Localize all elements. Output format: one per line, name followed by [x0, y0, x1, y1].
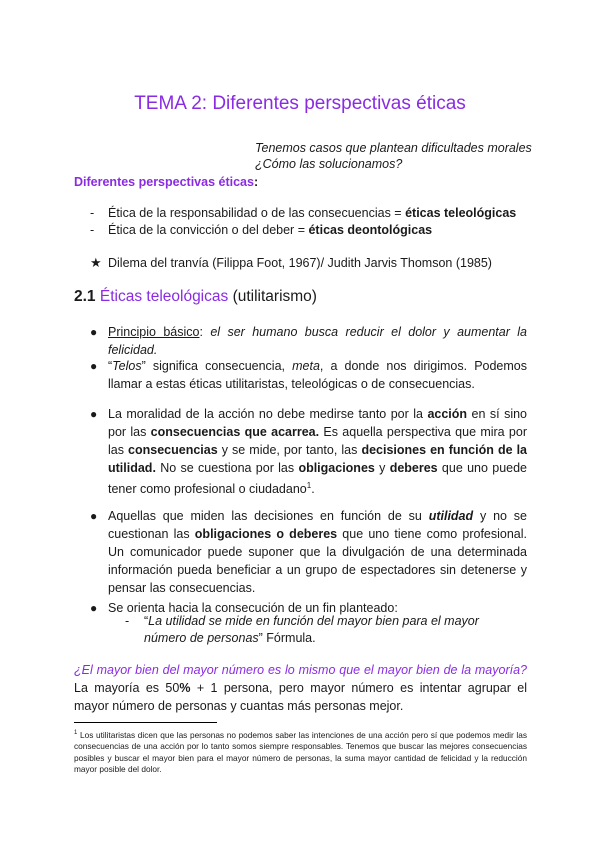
section-label-colon: :	[253, 175, 259, 189]
telos-text-1: ” significa consecuencia,	[141, 359, 293, 373]
morality-text: en sí sino por las	[108, 407, 527, 439]
epigraph-line-2: ¿Cómo las solucionamos?	[255, 157, 403, 171]
utility-word: utilidad	[428, 509, 474, 523]
morality-text: que uno puede tener como profesional o ciudadano	[108, 461, 527, 497]
formula-quote-open: “	[144, 614, 149, 628]
epigraph-line-1: Tenemos casos que plantean dificultades morales	[255, 141, 532, 155]
morality-bold: obligaciones	[298, 461, 375, 475]
formula-text	[144, 613, 505, 647]
perspective-bold: éticas teleológicas	[405, 206, 517, 220]
section-paren: (utilitarismo)	[232, 288, 317, 305]
formula-italic: La utilidad se mide en función del mayor bien para el mayor número de personas	[144, 614, 479, 645]
morality-bold: decisiones en función de la utilidad.	[108, 443, 528, 475]
utility-text: Aquellas que miden las decisiones en función de su	[108, 509, 429, 523]
principle-statement: el ser humano busca reducir el dolor y aumentar la felicidad.	[108, 325, 527, 357]
bullet-icon: ●	[90, 601, 98, 615]
percent-sign: %	[179, 681, 191, 695]
utility-text: y no se cuestionan las	[108, 509, 528, 541]
morality-bold: consecuencias	[128, 443, 218, 457]
morality-text: La moralidad de la acción no debe medirse tanto por la	[108, 407, 428, 421]
bullet-text	[108, 405, 527, 498]
morality-text: Es aquella perspectiva que mira por las	[108, 425, 528, 457]
utility-bold: obligaciones o deberes	[194, 527, 338, 541]
bullet-telos	[90, 357, 527, 393]
telos-quote-open: “	[108, 359, 113, 373]
telos-word: Telos	[112, 359, 142, 373]
majority-question-paragraph	[74, 661, 527, 715]
bullet-text	[108, 357, 527, 393]
perspective-text: Ética de la responsabilidad o de las consecuencias =	[108, 206, 406, 220]
footnote	[74, 728, 527, 776]
bullet-morality	[90, 405, 527, 498]
principle-colon: :	[199, 325, 211, 339]
trolley-dilemma-text: Dilema del tranvía (Filippa Foot, 1967)/ Judith Jarvis Thomson (1985)	[108, 256, 492, 270]
morality-bold: consecuencias que acarrea.	[150, 425, 320, 439]
bullet-text: Se orienta hacia la consecución de un fin planteado:	[108, 601, 398, 615]
section-label	[74, 173, 258, 191]
list-item	[90, 222, 530, 239]
meta-word: meta	[292, 359, 320, 373]
bullet-icon: ●	[90, 407, 98, 421]
bullet-principle	[90, 323, 527, 359]
footnote-divider	[74, 722, 217, 723]
section-heading	[74, 287, 317, 307]
morality-bold: acción	[427, 407, 468, 421]
morality-text: .	[311, 482, 315, 497]
bullet-text	[108, 507, 527, 597]
majority-question: ¿El mayor bien del mayor número es lo mismo que el mayor bien de la mayoría?	[74, 663, 527, 677]
morality-text: y	[374, 461, 390, 475]
formula-item	[125, 613, 505, 647]
bullet-icon: ●	[90, 509, 98, 523]
utility-text: que uno tiene como profesional. Un comunicador puede suponer que la divulgación de una determinada información pueda beneficiar a un grupo de espectadores sin detenerse y pensar las consecuencias.	[108, 527, 527, 595]
principle-label: Principio básico	[108, 325, 200, 339]
trolley-dilemma-item	[90, 254, 530, 272]
footnote-ref[interactable]: 1	[306, 481, 312, 490]
epigraph	[255, 140, 555, 172]
page-title: TEMA 2: Diferentes perspectivas éticas	[134, 93, 466, 114]
section-title: Éticas teleológicas	[99, 288, 229, 305]
star-icon: ★	[90, 255, 102, 270]
perspective-bold: éticas deontológicas	[308, 223, 433, 237]
list-item	[90, 205, 530, 222]
morality-text: y se mide, por tanto, las	[217, 443, 362, 457]
footnote-number: 1	[74, 730, 78, 736]
perspectives-list	[90, 205, 530, 239]
telos-text-2: , a donde nos dirigimos. Podemos llamar a estas éticas utilitaristas, teleológicas o de consecuencias.	[108, 359, 527, 391]
morality-bold: deberes	[389, 461, 438, 475]
majority-text: + 1 persona, pero mayor número es intentar agrupar el mayor número de personas y cuantas más personas mejor.	[74, 681, 527, 713]
perspective-text: Ética de la convicción o del deber =	[108, 223, 309, 237]
section-label-text: Diferentes perspectivas éticas	[74, 175, 254, 189]
bullet-icon: ●	[90, 325, 98, 339]
formula-after: ” Fórmula.	[258, 631, 316, 645]
bullet-icon: ●	[90, 359, 98, 373]
bullet-text	[108, 323, 527, 359]
morality-text: No se cuestiona por las	[155, 461, 299, 475]
footnote-text: Los utilitaristas dicen que las personas no podemos saber las intenciones de una acción pero sí que podemos medir las consecuencias de una acción por lo tanto somos siempre responsables. Tenemos que buscar las mejores consecuencias posibles y buscar el mayor bien para el mayor número de personas, la suma mayor cantidad de felicidad y la reducción mayor posible del dolor.	[74, 729, 527, 775]
bullet-utility	[90, 507, 527, 597]
dash-marker: -	[125, 614, 130, 628]
section-number: 2.1	[74, 288, 96, 305]
majority-text: La mayoría es 50	[74, 681, 180, 695]
